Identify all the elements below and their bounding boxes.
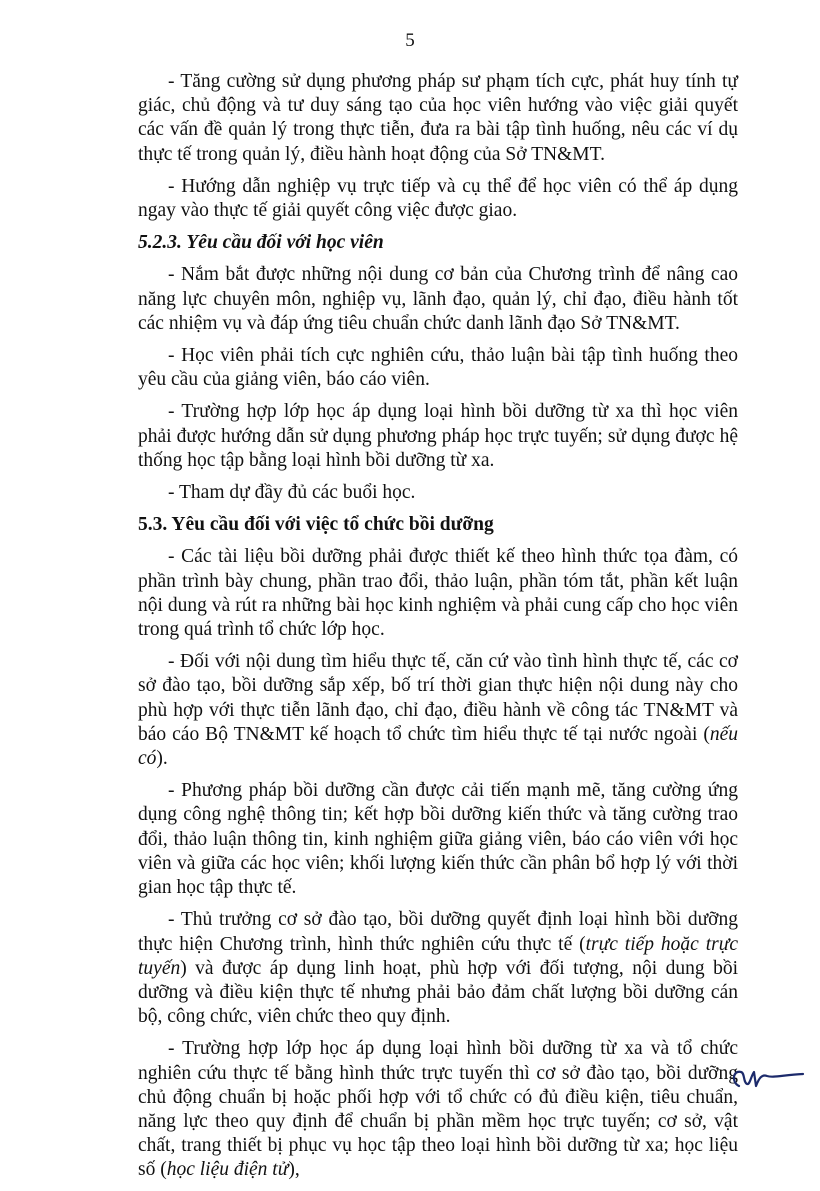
- italic-text: học liệu điện tử: [166, 1159, 289, 1181]
- paragraph: [138, 650, 738, 771]
- paragraph: - Hướng dẫn nghiệp vụ trực tiếp và cụ thể để học viên có thể áp dụng ngay vào thực tế giải quyết công việc được giao.: [138, 175, 738, 222]
- italic-text: trực tiếp hoặc trực tuyến: [138, 933, 738, 979]
- signature-mark: [727, 1060, 807, 1100]
- section-heading: 5.2.3. Yêu cầu đối với học viên: [138, 232, 384, 254]
- italic-text: nếu có: [138, 723, 738, 770]
- paragraph: - Học viên phải tích cực nghiên cứu, thảo luận bài tập tình huống theo yêu cầu của giảng viên, báo cáo viên.: [138, 345, 738, 391]
- paragraph: - Các tài liệu bồi dưỡng phải được thiết kế theo hình thức tọa đàm, có phần trình bày chung, phần trao đổi, thảo luận, phần tóm tắt, phần kết luận nội dung và rút ra những bài học kinh nghiệm và phải cung cấp cho học viên trong quá trình tổ chức lớp học.: [138, 546, 738, 641]
- page-number: 5: [405, 30, 415, 51]
- text-run: ) và được áp dụng linh hoạt, phù hợp với đối tượng, nội dung bồi dưỡng và điều kiện thực tế nhưng phải bảo đảm chất lượng bồi dưỡng cán bộ, công chức, viên chức theo quy định.: [138, 957, 738, 1028]
- text-run: ).: [156, 748, 168, 770]
- paragraph: [138, 1037, 738, 1182]
- document-body: [138, 70, 738, 1191]
- paragraph: - Tăng cường sử dụng phương pháp sư phạm tích cực, phát huy tính tự giác, chủ động và tư duy sáng tạo của học viên hướng vào việc giải quyết các vấn đề quản lý trong thực tiễn, đưa ra bài tập tình huống, nêu các ví dụ thực tế trong quản lý, điều hành hoạt động của Sở TN&MT.: [138, 71, 738, 165]
- paragraph: - Tham dự đầy đủ các buổi học.: [168, 482, 416, 504]
- text-run: - Thủ trưởng cơ sở đào tạo, bồi dưỡng quyết định loại hình bồi dưỡng thực hiện Chương trình, hình thức nghiên cứu thực tế (: [138, 909, 738, 955]
- paragraph: - Nắm bắt được những nội dung cơ bản của Chương trình để nâng cao năng lực chuyên môn, nghiệp vụ, lãnh đạo, quản lý, chỉ đạo, điều hành tốt các nhiệm vụ và đáp ứng tiêu chuẩn chức danh lãnh đạo Sở TN&MT.: [138, 264, 738, 334]
- text-run: - Trường hợp lớp học áp dụng loại hình bồi dưỡng từ xa và tổ chức nghiên cứu thực tế bằng hình thức trực tuyến thì cơ sở đào tạo, bồi dưỡng chủ động chuẩn bị hoặc phối hợp với tổ chức có đủ điều kiện, tiêu chuẩn, năng lực theo quy định để chuẩn bị phần mềm học trực tuyến; cơ sở, vật chất, trang thiết bị phục vụ học tập theo loại hình bồi dưỡng từ xa; học liệu số (: [138, 1038, 738, 1181]
- text-run: - Đối với nội dung tìm hiểu thực tế, căn cứ vào tình hình thực tế, các cơ sở đào tạo, bồi dưỡng sắp xếp, bố trí thời gian thực hiện nội dung này cho phù hợp với thực tiễn lãnh đạo, chỉ đạo, điều hành về công tác TN&MT và báo cáo Bộ TN&MT kế hoạch tổ chức tìm hiểu thực tế tại nước ngoài (: [138, 651, 738, 745]
- paragraph: - Trường hợp lớp học áp dụng loại hình bồi dưỡng từ xa thì học viên phải được hướng dẫn sử dụng phương pháp học trực tuyến; sử dụng được hệ thống học tập bằng loại hình bồi dưỡng từ xa.: [138, 401, 738, 471]
- text-run: ),: [288, 1159, 300, 1181]
- paragraph: [138, 908, 738, 1029]
- section-heading: 5.3. Yêu cầu đối với việc tổ chức bồi dưỡng: [138, 514, 494, 536]
- paragraph: - Phương pháp bồi dưỡng cần được cải tiến mạnh mẽ, tăng cường ứng dụng công nghệ thông tin; kết hợp bồi dưỡng kiến thức và tăng cường trao đổi, thảo luận thông tin, kinh nghiệm giữa giảng viên, báo cáo viên với học viên và giữa các học viên; khối lượng kiến thức cần phân bổ hợp lý với thời gian học tập thực tế.: [138, 780, 738, 899]
